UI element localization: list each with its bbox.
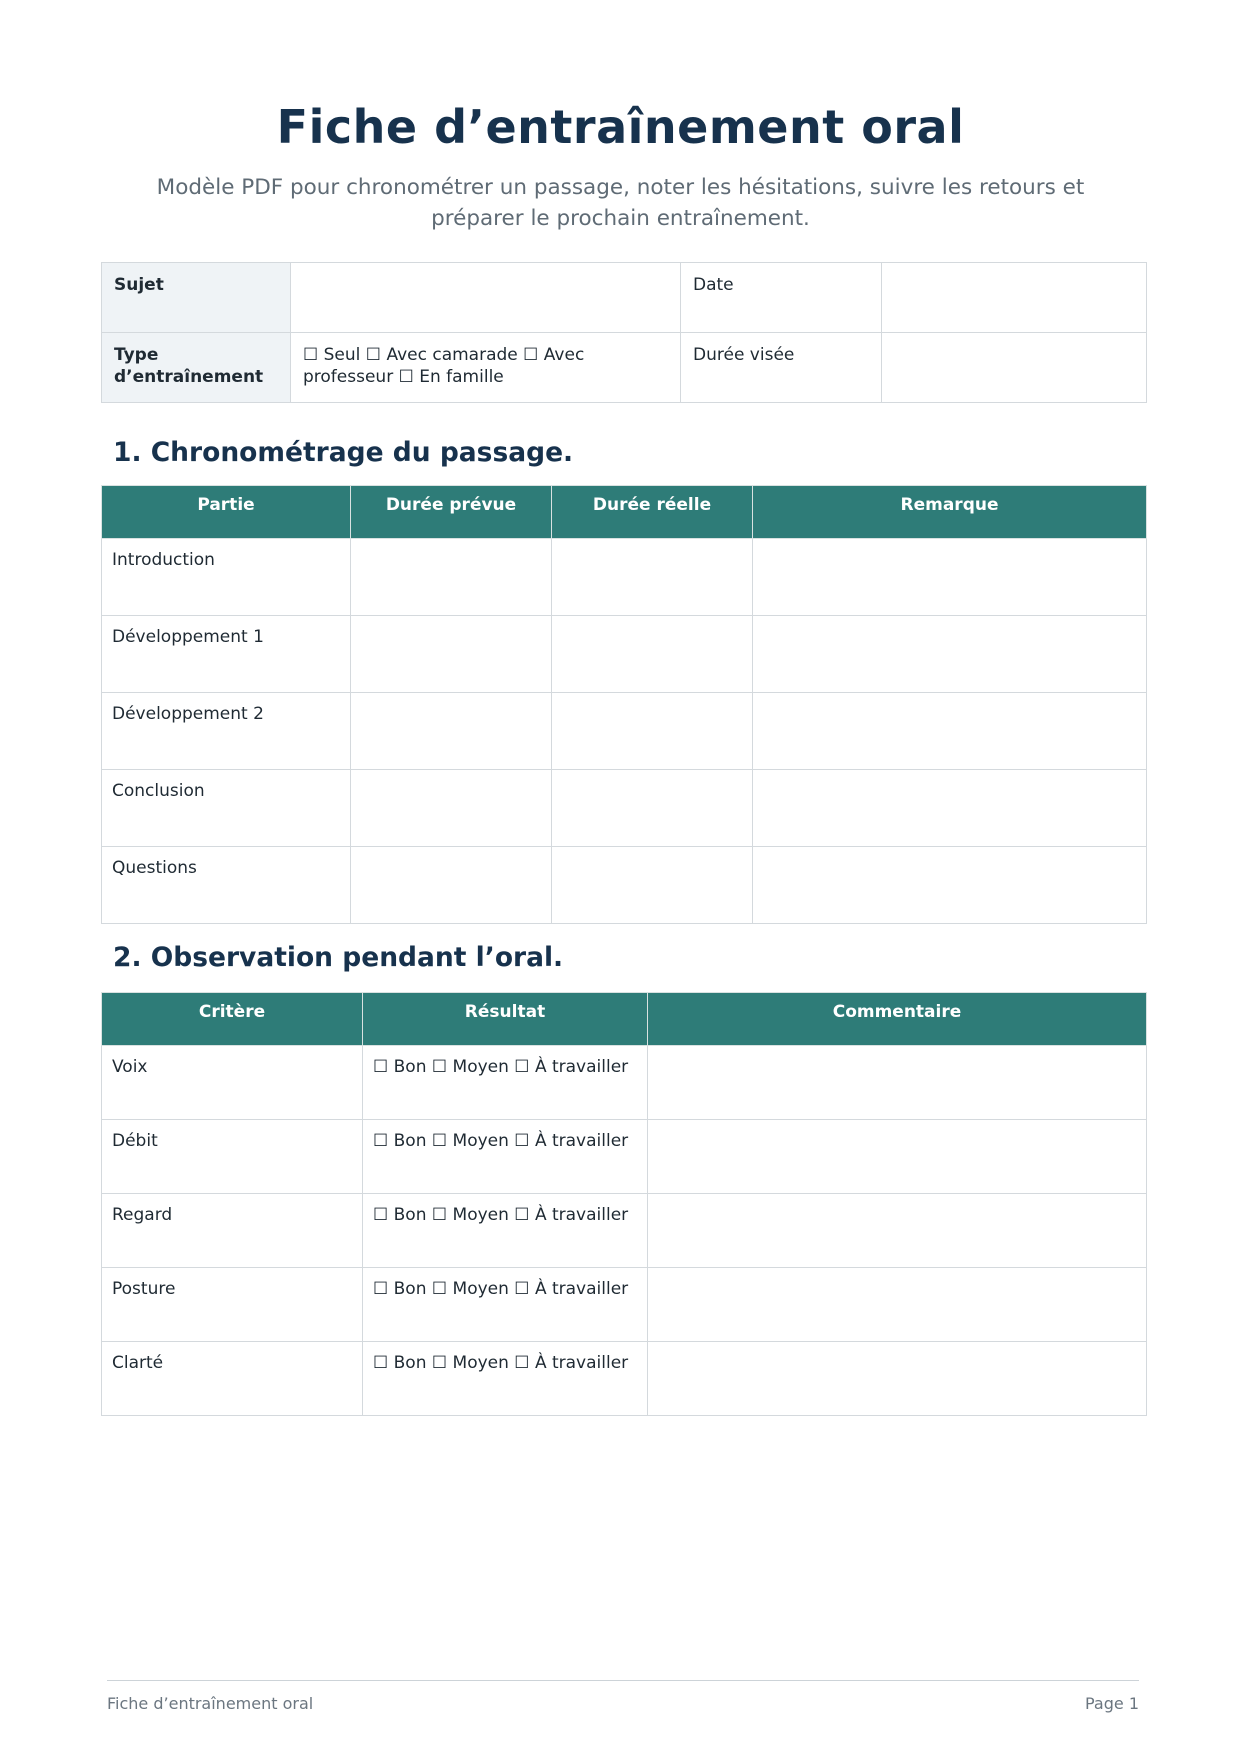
table-row	[102, 1342, 1147, 1416]
remark-cell[interactable]	[753, 770, 1147, 847]
observation-table	[101, 992, 1147, 1416]
part-cell: Développement 1	[102, 616, 351, 693]
column-header-planned-duration: Durée prévue	[351, 486, 552, 539]
column-header-actual-duration: Durée réelle	[552, 486, 753, 539]
info-table	[101, 262, 1147, 403]
table-row	[102, 770, 1147, 847]
table-row	[102, 616, 1147, 693]
section-1-heading: 1. Chronométrage du passage.	[113, 437, 574, 468]
actual-duration-cell[interactable]	[552, 539, 753, 616]
criterion-cell: Débit	[102, 1120, 363, 1194]
planned-duration-cell[interactable]	[351, 770, 552, 847]
actual-duration-cell[interactable]	[552, 770, 753, 847]
actual-duration-cell[interactable]	[552, 847, 753, 924]
target-duration-field[interactable]	[882, 333, 1147, 403]
part-cell: Introduction	[102, 539, 351, 616]
column-header-part: Partie	[102, 486, 351, 539]
remark-cell[interactable]	[753, 616, 1147, 693]
table-row	[102, 1268, 1147, 1342]
result-options[interactable]: ☐ Bon ☐ Moyen ☐ À travailler	[363, 1194, 648, 1268]
comment-cell[interactable]	[648, 1268, 1147, 1342]
date-label: Date	[681, 263, 882, 333]
remark-cell[interactable]	[753, 693, 1147, 770]
comment-cell[interactable]	[648, 1342, 1147, 1416]
remark-cell[interactable]	[753, 847, 1147, 924]
result-options[interactable]: ☐ Bon ☐ Moyen ☐ À travailler	[363, 1268, 648, 1342]
column-header-criterion: Critère	[102, 993, 363, 1046]
actual-duration-cell[interactable]	[552, 693, 753, 770]
actual-duration-cell[interactable]	[552, 616, 753, 693]
planned-duration-cell[interactable]	[351, 693, 552, 770]
info-row-type	[102, 333, 1147, 403]
comment-cell[interactable]	[648, 1194, 1147, 1268]
comment-cell[interactable]	[648, 1046, 1147, 1120]
table-row	[102, 693, 1147, 770]
criterion-cell: Posture	[102, 1268, 363, 1342]
timing-header-row	[102, 486, 1147, 539]
page-number: Page 1	[1085, 1694, 1139, 1713]
result-options[interactable]: ☐ Bon ☐ Moyen ☐ À travailler	[363, 1046, 648, 1120]
date-field[interactable]	[882, 263, 1147, 333]
page-title: Fiche d’entraînement oral	[276, 100, 965, 154]
planned-duration-cell[interactable]	[351, 616, 552, 693]
column-header-comment: Commentaire	[648, 993, 1147, 1046]
table-row	[102, 1194, 1147, 1268]
subject-field[interactable]	[291, 263, 681, 333]
result-options[interactable]: ☐ Bon ☐ Moyen ☐ À travailler	[363, 1342, 648, 1416]
table-row	[102, 847, 1147, 924]
column-header-result: Résultat	[363, 993, 648, 1046]
table-row	[102, 539, 1147, 616]
part-cell: Conclusion	[102, 770, 351, 847]
remark-cell[interactable]	[753, 539, 1147, 616]
page-subtitle: Modèle PDF pour chronométrer un passage, noter les hésitations, suivre les retours et préparer le prochain entraînement.	[156, 175, 1085, 231]
training-type-label: Type d’entraînement	[102, 333, 291, 403]
planned-duration-cell[interactable]	[351, 539, 552, 616]
part-cell: Questions	[102, 847, 351, 924]
training-type-options[interactable]: ☐ Seul ☐ Avec camarade ☐ Avec professeur ☐ En famille	[291, 333, 681, 403]
footer-divider	[107, 1680, 1139, 1681]
timing-table	[101, 485, 1147, 924]
table-row	[102, 1046, 1147, 1120]
footer-title: Fiche d’entraînement oral	[107, 1694, 314, 1713]
target-duration-label: Durée visée	[681, 333, 882, 403]
comment-cell[interactable]	[648, 1120, 1147, 1194]
planned-duration-cell[interactable]	[351, 847, 552, 924]
info-row-subject	[102, 263, 1147, 333]
section-2-heading: 2. Observation pendant l’oral.	[113, 942, 564, 973]
observation-header-row	[102, 993, 1147, 1046]
criterion-cell: Voix	[102, 1046, 363, 1120]
table-row	[102, 1120, 1147, 1194]
result-options[interactable]: ☐ Bon ☐ Moyen ☐ À travailler	[363, 1120, 648, 1194]
part-cell: Développement 2	[102, 693, 351, 770]
criterion-cell: Clarté	[102, 1342, 363, 1416]
column-header-remark: Remarque	[753, 486, 1147, 539]
subject-label: Sujet	[102, 263, 291, 333]
criterion-cell: Regard	[102, 1194, 363, 1268]
